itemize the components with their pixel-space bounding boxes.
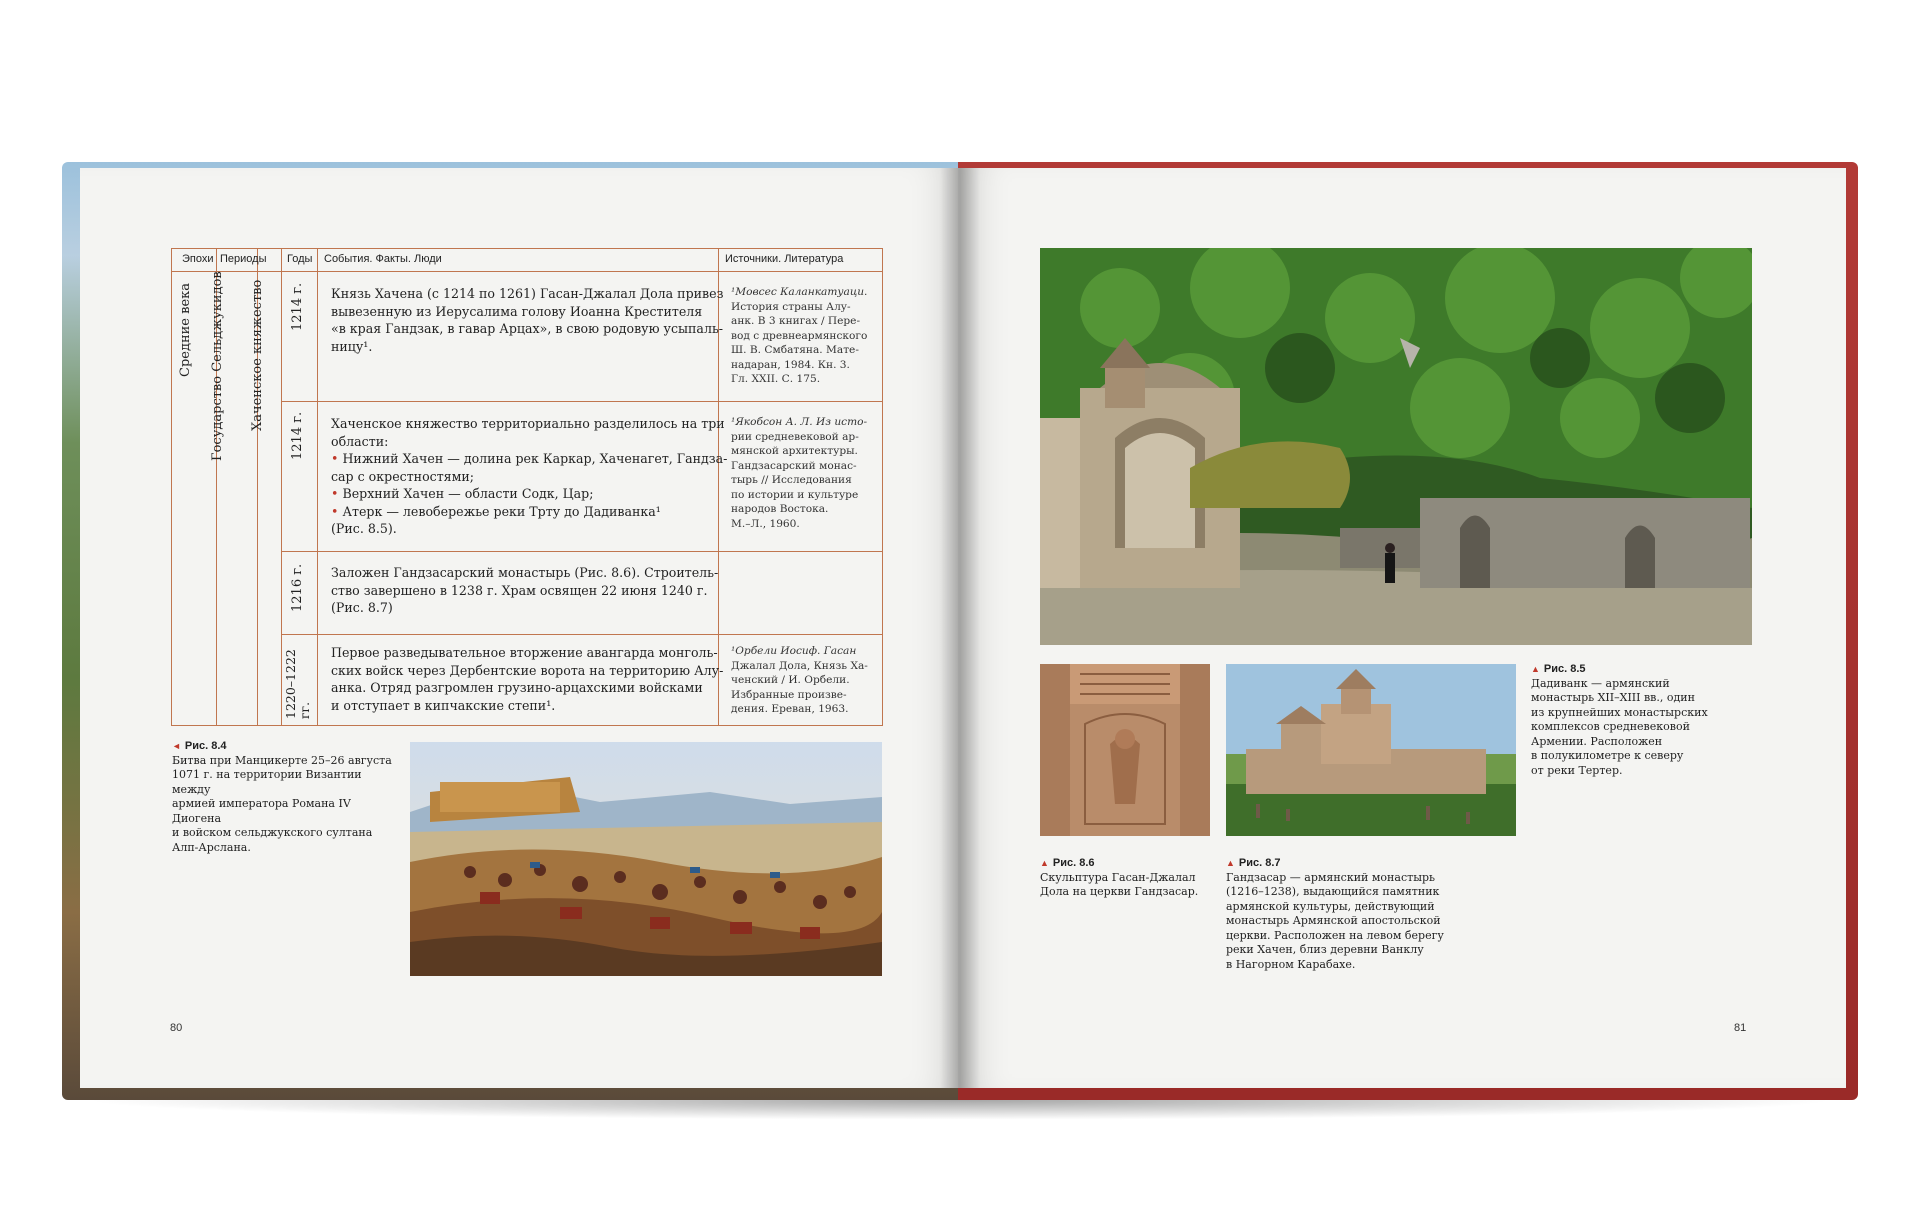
book-gutter bbox=[940, 168, 980, 1088]
source-line: Гл. XXII. С. 175. bbox=[731, 373, 821, 385]
caption-line: комплексов средневековой bbox=[1531, 720, 1690, 733]
source-line: по истории и культуре bbox=[731, 488, 859, 501]
caption-line: Армении. Расположен bbox=[1531, 734, 1663, 748]
row-event bbox=[331, 564, 718, 617]
event-line: Князь Хачена (с 1214 по 1261) Гасан-Джалал Дола привез bbox=[331, 286, 724, 301]
event-line: области: bbox=[331, 433, 389, 449]
caption-line: реки Хачен, близ деревни Ванклу bbox=[1226, 943, 1424, 956]
source-line: вод с древнеармянского bbox=[731, 329, 868, 342]
battle-painting-image bbox=[410, 742, 882, 976]
caption-line: от реки Тертер. bbox=[1531, 763, 1623, 777]
event-line: Заложен Гандзасарский монастырь (Рис. 8.6). Строитель- bbox=[331, 565, 719, 580]
row-source bbox=[731, 415, 867, 531]
gandzasar-monastery-photo bbox=[1226, 664, 1516, 836]
row-event bbox=[331, 415, 727, 538]
bullet-icon: • bbox=[331, 503, 343, 519]
event-line: (Рис. 8.5). bbox=[331, 521, 397, 536]
caption-line: армянской культуры, действующий bbox=[1226, 899, 1435, 913]
event-line: ницу¹. bbox=[331, 338, 373, 354]
table-divider bbox=[317, 249, 318, 725]
row-year: 1220–1222 гг. bbox=[283, 649, 312, 719]
event-line: Хаченское княжество территориально разделилось на три bbox=[331, 416, 725, 431]
source-line: народов Востока. bbox=[731, 503, 829, 515]
event-line: и отступает в кипчакские степи¹. bbox=[331, 697, 556, 713]
event-line: ство завершено в 1238 г. Храм освящен 22 июня 1240 г. bbox=[331, 582, 708, 598]
event-line: Первое разведывательное вторжение авангарда монголь- bbox=[331, 645, 718, 660]
gandzasar-graphic bbox=[1226, 664, 1516, 836]
source-line: дения. Ереван, 1963. bbox=[731, 703, 849, 715]
caption-line: армией императора Романа IV Диогена bbox=[172, 797, 351, 825]
event-line: ских войск через Дербентские ворота на территорию Алу- bbox=[331, 662, 724, 678]
figure-caption-8-7 bbox=[1226, 856, 1456, 972]
caption-line: Дадиванк — армянский bbox=[1531, 676, 1670, 690]
subperiod-label: Хаченское княжество bbox=[250, 279, 265, 431]
caption-line: в полукилометре к северу bbox=[1531, 749, 1684, 762]
caption-label bbox=[172, 739, 402, 754]
caption-line: 1071 г. на территории Византии между bbox=[172, 768, 362, 796]
page-number-right: 81 bbox=[1734, 1022, 1747, 1034]
caption-label-text: Рис. 8.7 bbox=[1238, 857, 1281, 869]
caption-label bbox=[1531, 662, 1731, 677]
source-line: История страны Алу- bbox=[731, 300, 851, 313]
header-events: События. Факты. Люди bbox=[324, 253, 442, 265]
arrow-up-icon: ▲ bbox=[1040, 858, 1049, 868]
chronology-table bbox=[171, 248, 883, 726]
bullet-item bbox=[331, 485, 727, 503]
bullet-text: сар с окрестностями; bbox=[331, 468, 475, 484]
figure-caption-8-5 bbox=[1531, 662, 1731, 778]
bullet-text: Нижний Хачен — долина рек Каркар, Хаченагет, Гандза- bbox=[342, 451, 728, 466]
arrow-up-icon: ▲ bbox=[1531, 664, 1540, 674]
caption-line: и войском сельджукского султана bbox=[172, 826, 373, 839]
caption-line: в Нагорном Карабахе. bbox=[1226, 957, 1356, 971]
bullet-text: Атерк — левобережье реки Трту до Дадиванка¹ bbox=[342, 503, 661, 519]
event-line: (Рис. 8.7) bbox=[331, 600, 393, 615]
table-row-divider bbox=[281, 551, 882, 552]
caption-line: (1216–1238), выдающийся памятник bbox=[1226, 885, 1440, 898]
bullet-icon: • bbox=[331, 486, 343, 501]
table-header-divider bbox=[172, 271, 882, 272]
dadivank-graphic bbox=[1040, 248, 1752, 645]
arrow-up-icon: ▲ bbox=[1226, 858, 1235, 868]
row-year: 1216 г. bbox=[290, 563, 305, 612]
source-line: Джалал Дола, Князь Ха- bbox=[731, 659, 868, 672]
source-line: ¹Якобсон А. Л. Из исто- bbox=[731, 416, 868, 428]
table-row-divider bbox=[281, 401, 882, 402]
caption-line: Алп-Арслана. bbox=[172, 840, 251, 854]
figure-caption-8-4 bbox=[172, 739, 402, 855]
sculpture-graphic bbox=[1040, 664, 1210, 836]
bullet-item bbox=[331, 450, 727, 468]
page-number-left: 80 bbox=[170, 1022, 183, 1034]
caption-label-text: Рис. 8.5 bbox=[1543, 663, 1586, 675]
arrow-left-icon: ◄ bbox=[172, 741, 181, 751]
event-line: «в края Гандзак, в гавар Арцах», в свою родовую усыпаль- bbox=[331, 321, 724, 336]
event-line: анка. Отряд разгромлен грузино-арцахскими войсками bbox=[331, 680, 703, 695]
bullet-icon: • bbox=[331, 451, 343, 466]
header-periods: Периоды bbox=[220, 253, 267, 265]
caption-line: монастырь Армянской апостольской bbox=[1226, 914, 1441, 927]
dadivank-monastery-photo bbox=[1040, 248, 1752, 645]
source-line: Избранные произве- bbox=[731, 688, 847, 701]
caption-line: Скульптура Гасан-Джалал bbox=[1040, 870, 1196, 884]
caption-line: Битва при Манцикерте 25–26 августа bbox=[172, 753, 392, 767]
battle-painting-graphic bbox=[410, 742, 882, 976]
row-event bbox=[331, 285, 723, 355]
source-line: анк. В 3 книгах / Пере- bbox=[731, 315, 861, 327]
header-epochs: Эпохи bbox=[182, 253, 214, 265]
caption-line: из крупнейших монастырских bbox=[1531, 705, 1708, 719]
header-sources: Источники. Литература bbox=[725, 253, 844, 265]
row-year: 1214 г. bbox=[290, 411, 305, 460]
source-line: надаран, 1984. Кн. 3. bbox=[731, 358, 850, 371]
epoch-label: Средние века bbox=[178, 282, 193, 377]
caption-line: монастырь XII–XIII вв., один bbox=[1531, 691, 1695, 704]
bullet-item bbox=[331, 503, 727, 521]
row-year: 1214 г. bbox=[290, 282, 305, 331]
figure-caption-8-6 bbox=[1040, 856, 1210, 900]
caption-line: Дола на церкви Гандзасар. bbox=[1040, 885, 1199, 898]
source-line: рии средневековой ар- bbox=[731, 430, 859, 443]
caption-line: Гандзасар — армянский монастырь bbox=[1226, 870, 1435, 884]
caption-line: церкви. Расположен на левом берегу bbox=[1226, 928, 1444, 942]
source-line: мянской архитектуры. bbox=[731, 445, 858, 457]
event-line: вывезенную из Иерусалима голову Иоанна Крестителя bbox=[331, 303, 703, 319]
header-years: Годы bbox=[287, 253, 313, 265]
source-line: Ш. В. Смбатяна. Мате- bbox=[731, 344, 859, 356]
caption-label bbox=[1226, 856, 1456, 871]
row-source bbox=[731, 285, 867, 387]
source-line: ¹Мовсес Каланкатуаци. bbox=[731, 286, 868, 298]
source-line: Гандзасарский монас- bbox=[731, 459, 857, 472]
source-line: М.–Л., 1960. bbox=[731, 517, 800, 530]
caption-label-text: Рис. 8.6 bbox=[1052, 857, 1095, 869]
table-row-divider bbox=[281, 634, 882, 635]
source-line: ченский / И. Орбели. bbox=[731, 674, 850, 686]
caption-label bbox=[1040, 856, 1210, 871]
period-label: Государство Сельджукидов bbox=[210, 271, 225, 461]
caption-label-text: Рис. 8.4 bbox=[184, 740, 227, 752]
row-source bbox=[731, 644, 868, 717]
source-line: ¹Орбели Иосиф. Гасан bbox=[731, 645, 857, 657]
bullet-text: Верхний Хачен — области Содк, Цар; bbox=[342, 486, 594, 501]
sculpture-photo bbox=[1040, 664, 1210, 836]
table-divider bbox=[281, 249, 282, 725]
row-event bbox=[331, 644, 723, 714]
source-line: тырь // Исследования bbox=[731, 474, 852, 486]
